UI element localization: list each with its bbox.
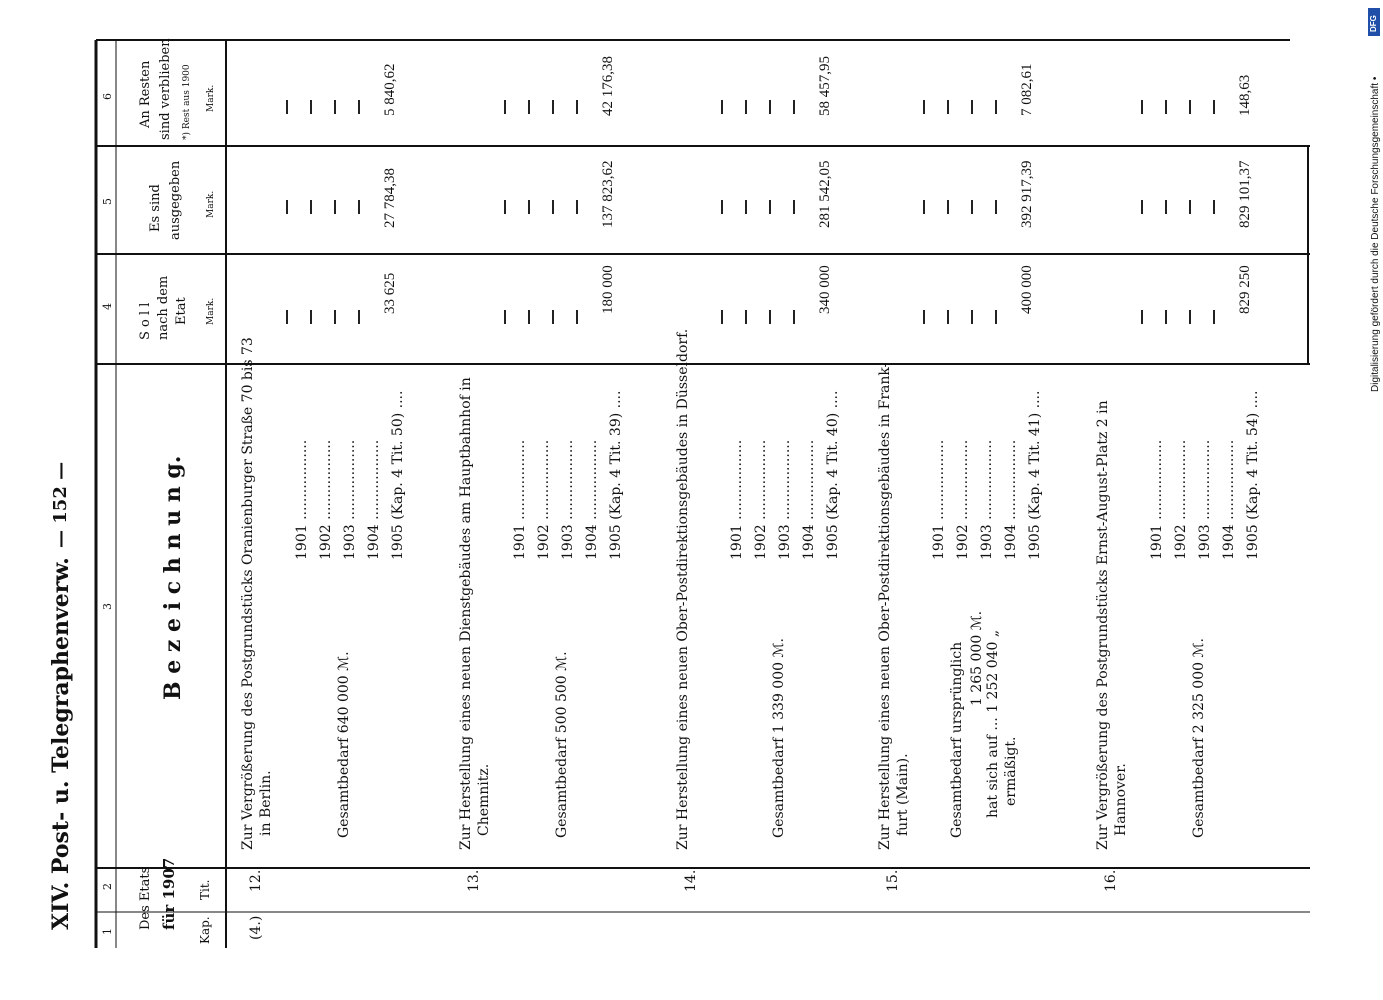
- entry-year-row: 1903 ..................: [979, 439, 995, 560]
- empty-value-dash: [947, 100, 949, 114]
- entry-year-row: 1903 ..................: [560, 439, 576, 560]
- empty-value-dash: [576, 200, 578, 214]
- hdr-fuer-1907: für 1907: [160, 857, 178, 930]
- entry-year-row: 1903 ..................: [1197, 439, 1213, 560]
- hdr-des-etats: Des Etats: [138, 866, 153, 930]
- entry-description-line1: Zur Herstellung eines neuen Ober-Postdirektionsgebäudes in Düsseldorf.: [675, 328, 691, 850]
- entry-year-row: 1905 (Kap. 4 Tit. 40) ....: [825, 390, 841, 560]
- empty-value-dash: [286, 100, 288, 114]
- entry-year-row: 1904 ..................: [366, 439, 382, 560]
- entry-year-row: 1902 ..................: [753, 439, 769, 560]
- entry-year-row: 1903 ..................: [777, 439, 793, 560]
- empty-value-dash: [971, 200, 973, 214]
- empty-value-dash: [286, 310, 288, 324]
- entry-reste-value: 7 082,61: [1019, 63, 1035, 116]
- empty-value-dash: [947, 200, 949, 214]
- empty-value-dash: [769, 200, 771, 214]
- entry-year-row: 1901 ..................: [729, 439, 745, 560]
- empty-value-dash: [745, 310, 747, 324]
- entry-year-row: 1904 ..................: [1221, 439, 1237, 560]
- page-number-visible: — 152 —: [50, 461, 71, 548]
- empty-value-dash: [971, 100, 973, 114]
- entry-year-row: 1903 ..................: [342, 439, 358, 560]
- empty-value-dash: [793, 310, 795, 324]
- entry-gesamtbedarf-reduced: hat sich auf ... 1 252 040 „: [985, 629, 1001, 818]
- entry-year-row: 1902 ..................: [318, 439, 334, 560]
- hdr-ausgegeben: ausgegeben: [168, 160, 183, 240]
- entry-year-row: 1905 (Kap. 4 Tit. 41) ....: [1027, 390, 1043, 560]
- empty-value-dash: [1165, 310, 1167, 324]
- entry-soll-value: 180 000: [600, 265, 616, 314]
- entry-gesamtbedarf: Gesamtbedarf 1 339 000 ℳ.: [771, 638, 787, 838]
- empty-value-dash: [1165, 200, 1167, 214]
- empty-value-dash: [721, 310, 723, 324]
- empty-value-dash: [995, 200, 997, 214]
- entry-soll-value: 400 000: [1019, 265, 1035, 314]
- empty-value-dash: [1189, 200, 1191, 214]
- entry-description-line2: furt (Main).: [895, 753, 911, 836]
- hdr-mark-5: Mark.: [206, 190, 216, 218]
- entry-year-row: 1904 ..................: [1003, 439, 1019, 560]
- empty-value-dash: [552, 200, 554, 214]
- empty-value-dash: [576, 310, 578, 324]
- empty-value-dash: [528, 310, 530, 324]
- entry-ausgegeben-value: 829 101,37: [1237, 160, 1253, 228]
- entry-gesamtbedarf: Gesamtbedarf 2 325 000 ℳ.: [1191, 638, 1207, 838]
- empty-value-dash: [334, 100, 336, 114]
- entry-description-line2: Hannover.: [1113, 763, 1129, 836]
- entry-gesamtbedarf: Gesamtbedarf 500 500 ℳ.: [554, 651, 570, 838]
- entry-year-row: 1902 ..................: [955, 439, 971, 560]
- entry-gesamtbedarf: Gesamtbedarf 640 000 ℳ.: [336, 651, 352, 838]
- entry-year-row: 1905 (Kap. 4 Tit. 39) ....: [608, 390, 624, 560]
- entry-year-row: 1904 ..................: [584, 439, 600, 560]
- empty-value-dash: [358, 200, 360, 214]
- empty-value-dash: [1213, 200, 1215, 214]
- entry-reste-value: 148,63: [1237, 74, 1253, 116]
- empty-value-dash: [504, 100, 506, 114]
- entry-description-line2: in Berlin.: [258, 770, 274, 836]
- col-num-4-visible: 4: [101, 303, 114, 310]
- hdr-mark-4: Mark.: [206, 297, 216, 325]
- entry-gesamtbedarf-value: 1 265 000 ℳ.: [969, 610, 985, 706]
- col-num-5-visible: 5: [101, 198, 114, 205]
- col-num-2-visible: 2: [101, 883, 114, 890]
- entry-tit: 12.: [248, 869, 264, 892]
- empty-value-dash: [745, 100, 747, 114]
- empty-value-dash: [310, 200, 312, 214]
- empty-value-dash: [971, 310, 973, 324]
- entry-ausgegeben-value: 137 823,62: [600, 160, 616, 228]
- page-title-visible: XIV. Post- u. Telegraphenverw.: [48, 557, 74, 930]
- empty-value-dash: [552, 100, 554, 114]
- empty-value-dash: [552, 310, 554, 324]
- entry-year-row: 1901 ..................: [931, 439, 947, 560]
- col-num-3-visible: 3: [101, 603, 114, 610]
- empty-value-dash: [286, 200, 288, 214]
- empty-value-dash: [1141, 100, 1143, 114]
- dfg-side-text: Digitalisierung gefördert durch die Deutsche Forschungsgemeinschaft •: [1370, 76, 1381, 392]
- entry-reste-value: 5 840,62: [382, 63, 398, 116]
- hdr-es-sind: Es sind: [148, 184, 163, 232]
- entry-year-row: 1902 ..................: [1173, 439, 1189, 560]
- empty-value-dash: [504, 310, 506, 324]
- empty-value-dash: [1213, 100, 1215, 114]
- entry-tit: 13.: [466, 869, 482, 892]
- empty-value-dash: [1141, 310, 1143, 324]
- empty-value-dash: [923, 200, 925, 214]
- empty-value-dash: [1141, 200, 1143, 214]
- hdr-etat: Etat: [174, 297, 189, 325]
- entry-tit: 14.: [683, 869, 699, 892]
- hdr-rest-1900: *) Rest aus 1900: [182, 64, 192, 140]
- empty-value-dash: [576, 100, 578, 114]
- entry-soll-value: 340 000: [817, 265, 833, 314]
- empty-value-dash: [793, 200, 795, 214]
- empty-value-dash: [769, 310, 771, 324]
- empty-value-dash: [745, 200, 747, 214]
- kap-number: (4.): [248, 915, 264, 940]
- entry-reste-value: 58 457,95: [817, 56, 833, 116]
- entry-soll-value: 829 250: [1237, 265, 1253, 314]
- dfg-logo-text: DFG: [1369, 15, 1378, 32]
- empty-value-dash: [528, 100, 530, 114]
- entry-year-row: 1905 (Kap. 4 Tit. 54) ....: [1245, 390, 1261, 560]
- empty-value-dash: [358, 100, 360, 114]
- entry-gesamtbedarf-ermaessigt: ermäßigt.: [1003, 736, 1019, 806]
- hdr-kap: Kap.: [198, 916, 212, 944]
- entry-year-row: 1904 ..................: [801, 439, 817, 560]
- col-num-6-visible: 6: [101, 93, 114, 100]
- hdr-mark-6: Mark.: [206, 84, 216, 112]
- entry-reste-value: 42 176,38: [600, 56, 616, 116]
- dfg-logo: [1368, 8, 1380, 36]
- entry-year-row: 1901 ..................: [1149, 439, 1165, 560]
- empty-value-dash: [334, 200, 336, 214]
- empty-value-dash: [334, 310, 336, 324]
- entry-tit: 16.: [1103, 869, 1119, 892]
- entry-year-row: 1902 ..................: [536, 439, 552, 560]
- entry-ausgegeben-value: 392 917,39: [1019, 160, 1035, 228]
- empty-value-dash: [793, 100, 795, 114]
- hdr-nach-dem: nach dem: [156, 275, 171, 340]
- entry-description-line2: Chemnitz.: [476, 763, 492, 836]
- empty-value-dash: [923, 310, 925, 324]
- hdr-bezeichnung: B e z e i c h n u n g.: [160, 455, 186, 700]
- empty-value-dash: [1189, 310, 1191, 324]
- empty-value-dash: [721, 100, 723, 114]
- hdr-soll: S o l l: [138, 302, 153, 340]
- empty-value-dash: [995, 310, 997, 324]
- entry-tit: 15.: [885, 869, 901, 892]
- empty-value-dash: [528, 200, 530, 214]
- hdr-an-resten: An Resten: [138, 60, 153, 128]
- empty-value-dash: [995, 100, 997, 114]
- entry-description-line1: Zur Herstellung eines neuen Dienstgebäudes am Hauptbahnhof in: [458, 377, 474, 850]
- empty-value-dash: [769, 100, 771, 114]
- empty-value-dash: [310, 100, 312, 114]
- empty-value-dash: [1165, 100, 1167, 114]
- entry-description-line1: Zur Vergrößerung des Postgrundstücks Oranienburger Straße 70 bis 73: [240, 337, 256, 850]
- entry-ausgegeben-value: 27 784,38: [382, 168, 398, 228]
- empty-value-dash: [1213, 310, 1215, 324]
- entry-ausgegeben-value: 281 542,05: [817, 160, 833, 228]
- hdr-tit: Tit.: [198, 879, 212, 900]
- empty-value-dash: [358, 310, 360, 324]
- empty-value-dash: [310, 310, 312, 324]
- empty-value-dash: [947, 310, 949, 324]
- entry-description-line1: Zur Herstellung eines neuen Ober-Postdirektionsgebäudes in Frank-: [877, 362, 893, 850]
- entry-soll-value: 33 625: [382, 272, 398, 314]
- hdr-verblieben: sind verblieben: [158, 38, 173, 140]
- empty-value-dash: [923, 100, 925, 114]
- empty-value-dash: [721, 200, 723, 214]
- empty-value-dash: [504, 200, 506, 214]
- entry-year-row: 1901 ..................: [512, 439, 528, 560]
- empty-value-dash: [1189, 100, 1191, 114]
- entry-gesamtbedarf: Gesamtbedarf ursprünglich: [949, 641, 965, 838]
- entry-year-row: 1905 (Kap. 4 Tit. 50) ....: [390, 390, 406, 560]
- entry-description-line1: Zur Vergrößerung des Postgrundstücks Ernst-August-Platz 2 in: [1095, 400, 1111, 850]
- entry-year-row: 1901 ..................: [294, 439, 310, 560]
- col-num-1-visible: 1: [101, 928, 114, 935]
